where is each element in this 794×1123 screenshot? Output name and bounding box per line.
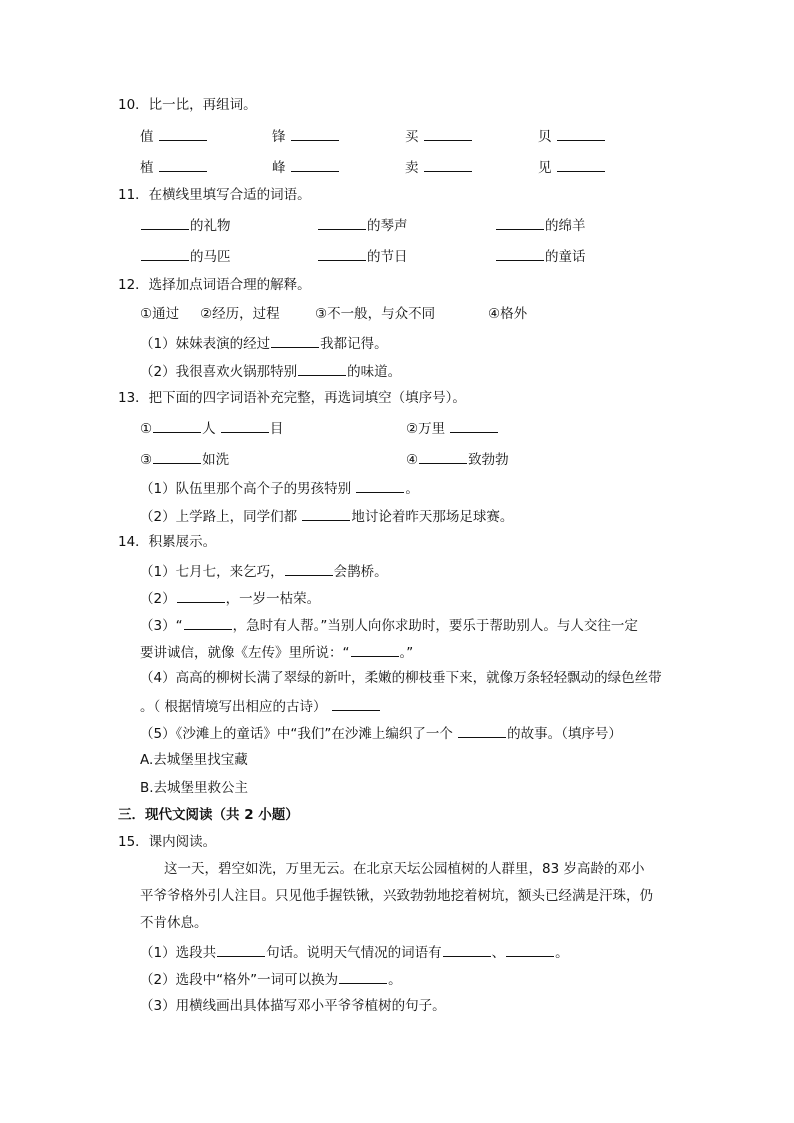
q15-title: 15．课内阅读。 [118,834,217,850]
text: 。（ 根据情境写出相应的古诗） [140,699,327,715]
text: 如洗 [202,452,230,468]
q10-item-6 [272,157,340,177]
q13-title: 13．把下面的四字词语补充完整，再选词填空（填序号）。 [118,390,466,406]
q13-item-2 [406,418,499,438]
text: （1）选段共 [140,945,217,961]
q10-item-5 [140,157,208,177]
char: 植 [140,160,154,176]
blank[interactable] [506,942,554,957]
q14-item-1 [140,561,388,581]
text: （2） [140,591,176,607]
text: （5）《沙滩上的童话》中“我们”在沙滩上编织了一个 [140,726,453,742]
phrase: 的童话 [545,249,586,265]
text: 、 [491,945,506,961]
q10-title: 10．比一比，再组词。 [118,97,257,113]
blank[interactable] [141,215,189,230]
text: ②万里 [406,421,446,437]
text: （2）上学路上，同学们都 [140,509,298,525]
q14-item-4: （4）高高的柳树长满了翠绿的新叶，柔嫩的柳枝垂下来，就像万条轻轻飘动的绿色丝带 [140,670,662,686]
text: 句话。说明天气情况的词语有 [266,945,442,961]
text: 要讲诚信，就像《左传》里所说：“ [140,645,350,661]
blank[interactable] [424,157,472,172]
blank[interactable] [177,588,225,603]
blank[interactable] [141,246,189,261]
blank[interactable] [339,969,387,984]
q11-title: 11．在横线里填写合适的词语。 [118,187,311,203]
text: 会鹊桥。 [333,564,388,580]
text: 地讨论着昨天那场足球赛。 [351,509,514,525]
q15-passage-line-2: 平爷爷格外引人注目。只见他手握铁锹，兴致勃勃地挖着树坑，额头已经满是汗珠，仍 [140,888,653,904]
blank[interactable] [419,449,467,464]
q12-option-1: ①通过 [140,306,180,322]
blank[interactable] [351,642,399,657]
blank[interactable] [450,418,498,433]
char: 见 [538,160,552,176]
phrase: 的礼物 [190,218,231,234]
text: 我都记得。 [320,336,388,352]
text: 。 [388,972,402,988]
blank[interactable] [557,126,605,141]
text: （3）“ [140,618,183,634]
q15-passage-line-3: 不肯休息。 [140,915,208,931]
q14-item-2 [140,588,320,608]
q15-question-2 [140,969,402,989]
char: 峰 [272,160,286,176]
blank[interactable] [458,723,506,738]
q15-question-3: （3）用横线画出具体描写邓小平爷爷植树的句子。 [140,998,446,1014]
text: （2）选段中“格外”一词可以换为 [140,972,339,988]
q14-option-b: B.去城堡里救公主 [140,780,249,796]
q10-item-3 [405,126,473,146]
q15-question-1 [140,942,569,962]
blank[interactable] [318,215,366,230]
text: 致勃勃 [468,452,509,468]
text: （2）我很喜欢火锅那特别 [140,364,298,380]
text: 人 [202,421,216,437]
num: ④ [406,452,419,468]
blank[interactable] [184,615,232,630]
q13-item-1 [140,418,283,438]
char: 锋 [272,129,286,145]
q10-item-8 [538,157,606,177]
num: ① [140,421,153,437]
q10-item-1 [140,126,208,146]
blank[interactable] [159,157,207,172]
phrase: 的节日 [367,249,408,265]
q14-item-5 [140,723,622,743]
char: 买 [405,129,419,145]
q14-title: 14．积累展示。 [118,534,217,550]
q12-title: 12．选择加点词语合理的解释。 [118,277,311,293]
q10-item-7 [405,157,473,177]
q13-item-3 [140,449,229,469]
blank[interactable] [496,246,544,261]
q11-item-3 [495,215,586,235]
q10-item-4 [538,126,606,146]
text: ，急时有人帮。”当别人向你求助时，要乐于帮助别人。与人交往一定 [232,618,638,634]
q11-item-2 [317,215,408,235]
blank[interactable] [153,418,201,433]
num: ③ [140,452,153,468]
text: 。 [555,945,569,961]
blank[interactable] [557,157,605,172]
q11-item-5 [317,246,408,266]
blank[interactable] [291,157,339,172]
blank[interactable] [443,942,491,957]
blank[interactable] [302,506,350,521]
char: 值 [140,129,154,145]
text: （1）妹妹表演的经过 [140,336,271,352]
q12-option-2: ②经历，过程 [200,306,280,322]
blank[interactable] [298,361,346,376]
text: 目 [269,421,284,437]
q13-sentence-2 [140,506,513,526]
section-3-heading: 三．现代文阅读（共 2 小题） [118,807,299,823]
blank[interactable] [332,696,380,711]
phrase: 的绵羊 [545,218,586,234]
text: ，一岁一枯荣。 [225,591,321,607]
q15-passage-line-1: 这一天，碧空如洗，万里无云。在北京天坛公园植树的人群里，83 岁高龄的邓小 [164,861,645,877]
blank[interactable] [221,418,269,433]
q14-item-3-cont [140,642,413,662]
q14-item-3 [140,615,638,635]
blank[interactable] [153,449,201,464]
q11-item-1 [140,215,231,235]
q13-item-4 [406,449,509,469]
blank[interactable] [159,126,207,141]
blank[interactable] [291,126,339,141]
text: 。” [399,645,414,661]
blank[interactable] [356,478,404,493]
text: 。 [405,481,419,497]
q12-option-3: ③不一般，与众不同 [315,306,436,322]
blank[interactable] [496,215,544,230]
phrase: 的琴声 [367,218,408,234]
text: （1）七月七，来乞巧， [140,564,284,580]
phrase: 的马匹 [190,249,231,265]
blank[interactable] [285,561,333,576]
q13-sentence-1 [140,478,419,498]
q12-option-4: ④格外 [488,306,528,322]
blank[interactable] [424,126,472,141]
q11-item-6 [495,246,586,266]
q10-item-2 [272,126,340,146]
blank[interactable] [271,333,319,348]
blank[interactable] [217,942,265,957]
text: 的故事。（填序号） [507,726,622,742]
text: （1）队伍里那个高个子的男孩特别 [140,481,352,497]
char: 贝 [538,129,552,145]
char: 卖 [405,160,419,176]
q11-item-4 [140,246,231,266]
text: 的味道。 [347,364,402,380]
blank[interactable] [318,246,366,261]
q14-option-a: A.去城堡里找宝藏 [140,752,248,768]
q12-sentence-2 [140,361,401,381]
q12-sentence-1 [140,333,388,353]
q14-item-4-cont [140,696,381,716]
